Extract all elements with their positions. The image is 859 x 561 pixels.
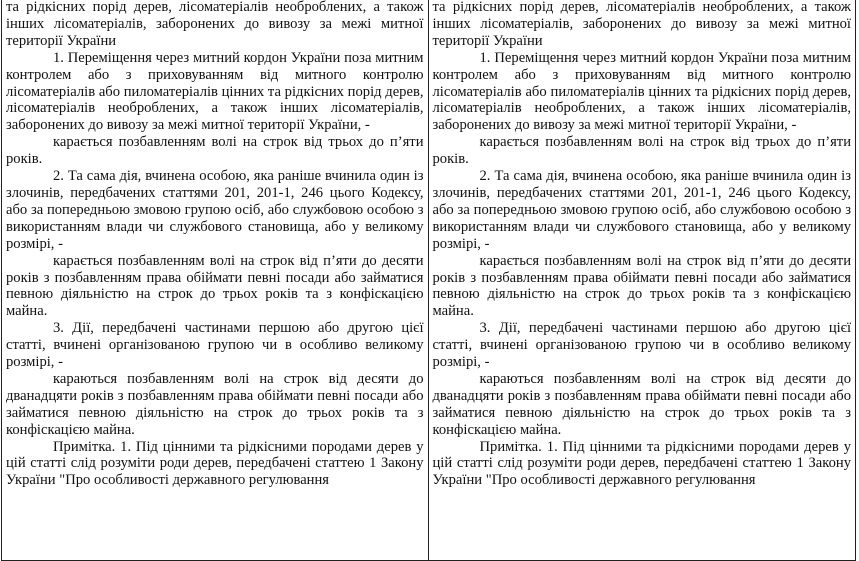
paragraph-heading-continuation: та рідкісних порід дерев, лісоматеріалів необроблених, а також інших лісоматеріалів, заборонених до вивозу за межі митної території України [432, 0, 851, 49]
paragraph-penalty-3: караються позбавленням волі на строк від десяти до дванадцяти років з позбавленням права обіймати певні посади або займатися певною діяльністю на строк до трьох років та з конфіскацією майна. [432, 370, 851, 438]
paragraph-penalty-2: карається позбавленням волі на строк від п’яти до десяти років з позбавленням права обіймати певні посади або займатися певною діяльністю на строк до трьох років та з конфіскацією майна. [6, 252, 424, 320]
paragraph-part-1: 1. Переміщення через митний кордон України поза митним контролем або з приховуванням від митного контролю лісоматеріалів або пиломатеріалів цінних та рідкісних порід дерев, лісоматеріалів необроблених, а також інших лісоматеріалів, заборонених до вивозу за межі митної території України, - [432, 49, 851, 134]
paragraph-penalty-3: караються позбавленням волі на строк від десяти до дванадцяти років з позбавленням права обіймати певні посади або займатися певною діяльністю на строк до трьох років та з конфіскацією майна. [6, 370, 424, 438]
comparison-table [1, 0, 856, 561]
paragraph-part-2: 2. Та сама дія, вчинена особою, яка раніше вчинила один із злочинів, передбачених статтями 201, 201-1, 246 цього Кодексу, або за попередньою змовою групою осіб, або службовою особою з використанням влади чи службового становища, або у великому розмірі, - [432, 168, 851, 252]
paragraph-note: Примітка. 1. Під цінними та рідкісними породами дерев у цій статті слід розуміти роди дерев, передбачені статтею 1 Закону України "Про особливості державного регулювання [432, 438, 851, 489]
paragraph-part-3: 3. Дії, передбачені частинами першою або другою цієї статті, вчинені організованою групою чи в особливо великому розмірі, - [6, 320, 424, 371]
paragraph-note: Примітка. 1. Під цінними та рідкісними породами дерев у цій статті слід розуміти роди дерев, передбачені статтею 1 Закону України "Про особливості державного регулювання [6, 438, 424, 489]
paragraph-part-1: 1. Переміщення через митний кордон України поза митним контролем або з приховуванням від митного контролю лісоматеріалів або пиломатеріалів цінних та рідкісних порід дерев, лісоматеріалів необроблених, а також інших лісоматеріалів, заборонених до вивозу за межі митної території України, - [6, 49, 424, 134]
paragraph-penalty-2: карається позбавленням волі на строк від п’яти до десяти років з позбавленням права обіймати певні посади або займатися певною діяльністю на строк до трьох років та з конфіскацією майна. [432, 252, 851, 320]
right-column-proposed-text [429, 0, 856, 560]
paragraph-penalty-1: карається позбавленням волі на строк від трьох до п’яти років. [432, 134, 851, 168]
paragraph-heading-continuation: та рідкісних порід дерев, лісоматеріалів необроблених, а також інших лісоматеріалів, заборонених до вивозу за межі митної території України [6, 0, 424, 49]
paragraph-part-3: 3. Дії, передбачені частинами першою або другою цієї статті, вчинені організованою групою чи в особливо великому розмірі, - [432, 320, 851, 371]
left-column-current-text [2, 0, 429, 560]
paragraph-penalty-1: карається позбавленням волі на строк від трьох до п’яти років. [6, 134, 424, 168]
paragraph-part-2: 2. Та сама дія, вчинена особою, яка раніше вчинила один із злочинів, передбачених статтями 201, 201-1, 246 цього Кодексу, або за попередньою змовою групою осіб, або службовою особою з використанням влади чи службового становища, або у великому розмірі, - [6, 168, 424, 252]
